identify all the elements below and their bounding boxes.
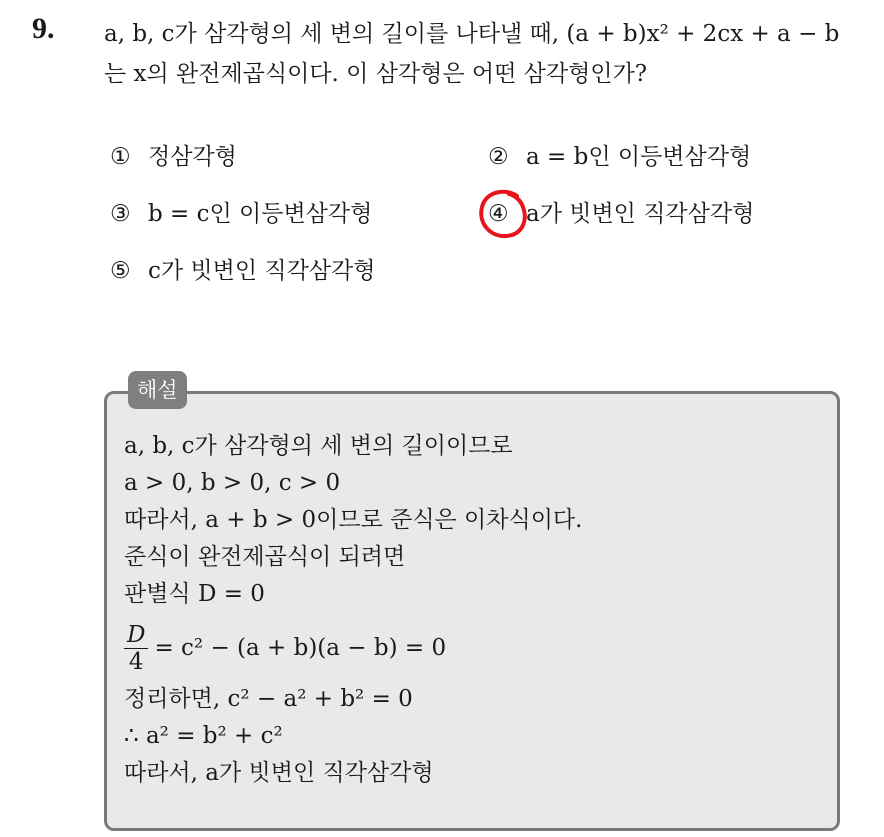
- solution-body: [124, 428, 824, 792]
- choice-1[interactable]: [110, 140, 237, 174]
- solution-tag: 해설: [128, 371, 187, 409]
- solution-line-7: 정리하면, c² − a² + b² = 0: [124, 686, 413, 712]
- solution-line-8: ∴ a² = b² + c²: [124, 723, 283, 749]
- choice-1-text: 정삼각형: [148, 144, 237, 170]
- choice-4-marker: ④: [488, 201, 509, 227]
- solution-line-3: 따라서, a + b > 0이므로 준식은 이차식이다.: [124, 507, 583, 533]
- solution-line-9: 따라서, a가 빗변인 직각삼각형: [124, 760, 434, 786]
- choice-4-text: a가 빗변인 직각삼각형: [526, 201, 755, 227]
- choice-2-marker: ②: [488, 144, 509, 170]
- fraction: [124, 622, 148, 675]
- choice-5-marker: ⑤: [110, 258, 131, 284]
- choice-1-marker: ①: [110, 144, 131, 170]
- question-stem: [104, 14, 874, 94]
- choice-3-text: b = c인 이등변삼각형: [148, 201, 373, 227]
- choice-5-text: c가 빗변인 직각삼각형: [148, 258, 376, 284]
- solution-line-2: a > 0, b > 0, c > 0: [124, 470, 341, 496]
- answer-circle-icon: [476, 187, 532, 243]
- solution-line-5: 판별식 D = 0: [124, 581, 265, 607]
- solution-line-4: 준식이 완전제곱식이 되려면: [124, 544, 406, 570]
- choice-5[interactable]: [110, 254, 375, 288]
- choice-2-text: a = b인 이등변삼각형: [526, 144, 752, 170]
- fraction-denominator: 4: [128, 648, 144, 675]
- fraction-equation: = c² − (a + b)(a − b) = 0: [154, 635, 447, 661]
- solution-line-1: a, b, c가 삼각형의 세 변의 길이이므로: [124, 433, 513, 459]
- solution-fraction-line: [124, 615, 824, 681]
- question-number: 9.: [32, 12, 55, 45]
- fraction-numerator: D: [124, 622, 148, 649]
- question-stem-line-1: a, b, c가 삼각형의 세 변의 길이를 나타낼 때, (a + b)x² + 2cx + a − b: [104, 21, 840, 47]
- choice-3[interactable]: [110, 197, 372, 231]
- choice-3-marker: ③: [110, 201, 131, 227]
- question-stem-line-2: 는 x의 완전제곱식이다. 이 삼각형은 어떤 삼각형인가?: [104, 61, 648, 87]
- choice-2[interactable]: [488, 140, 751, 174]
